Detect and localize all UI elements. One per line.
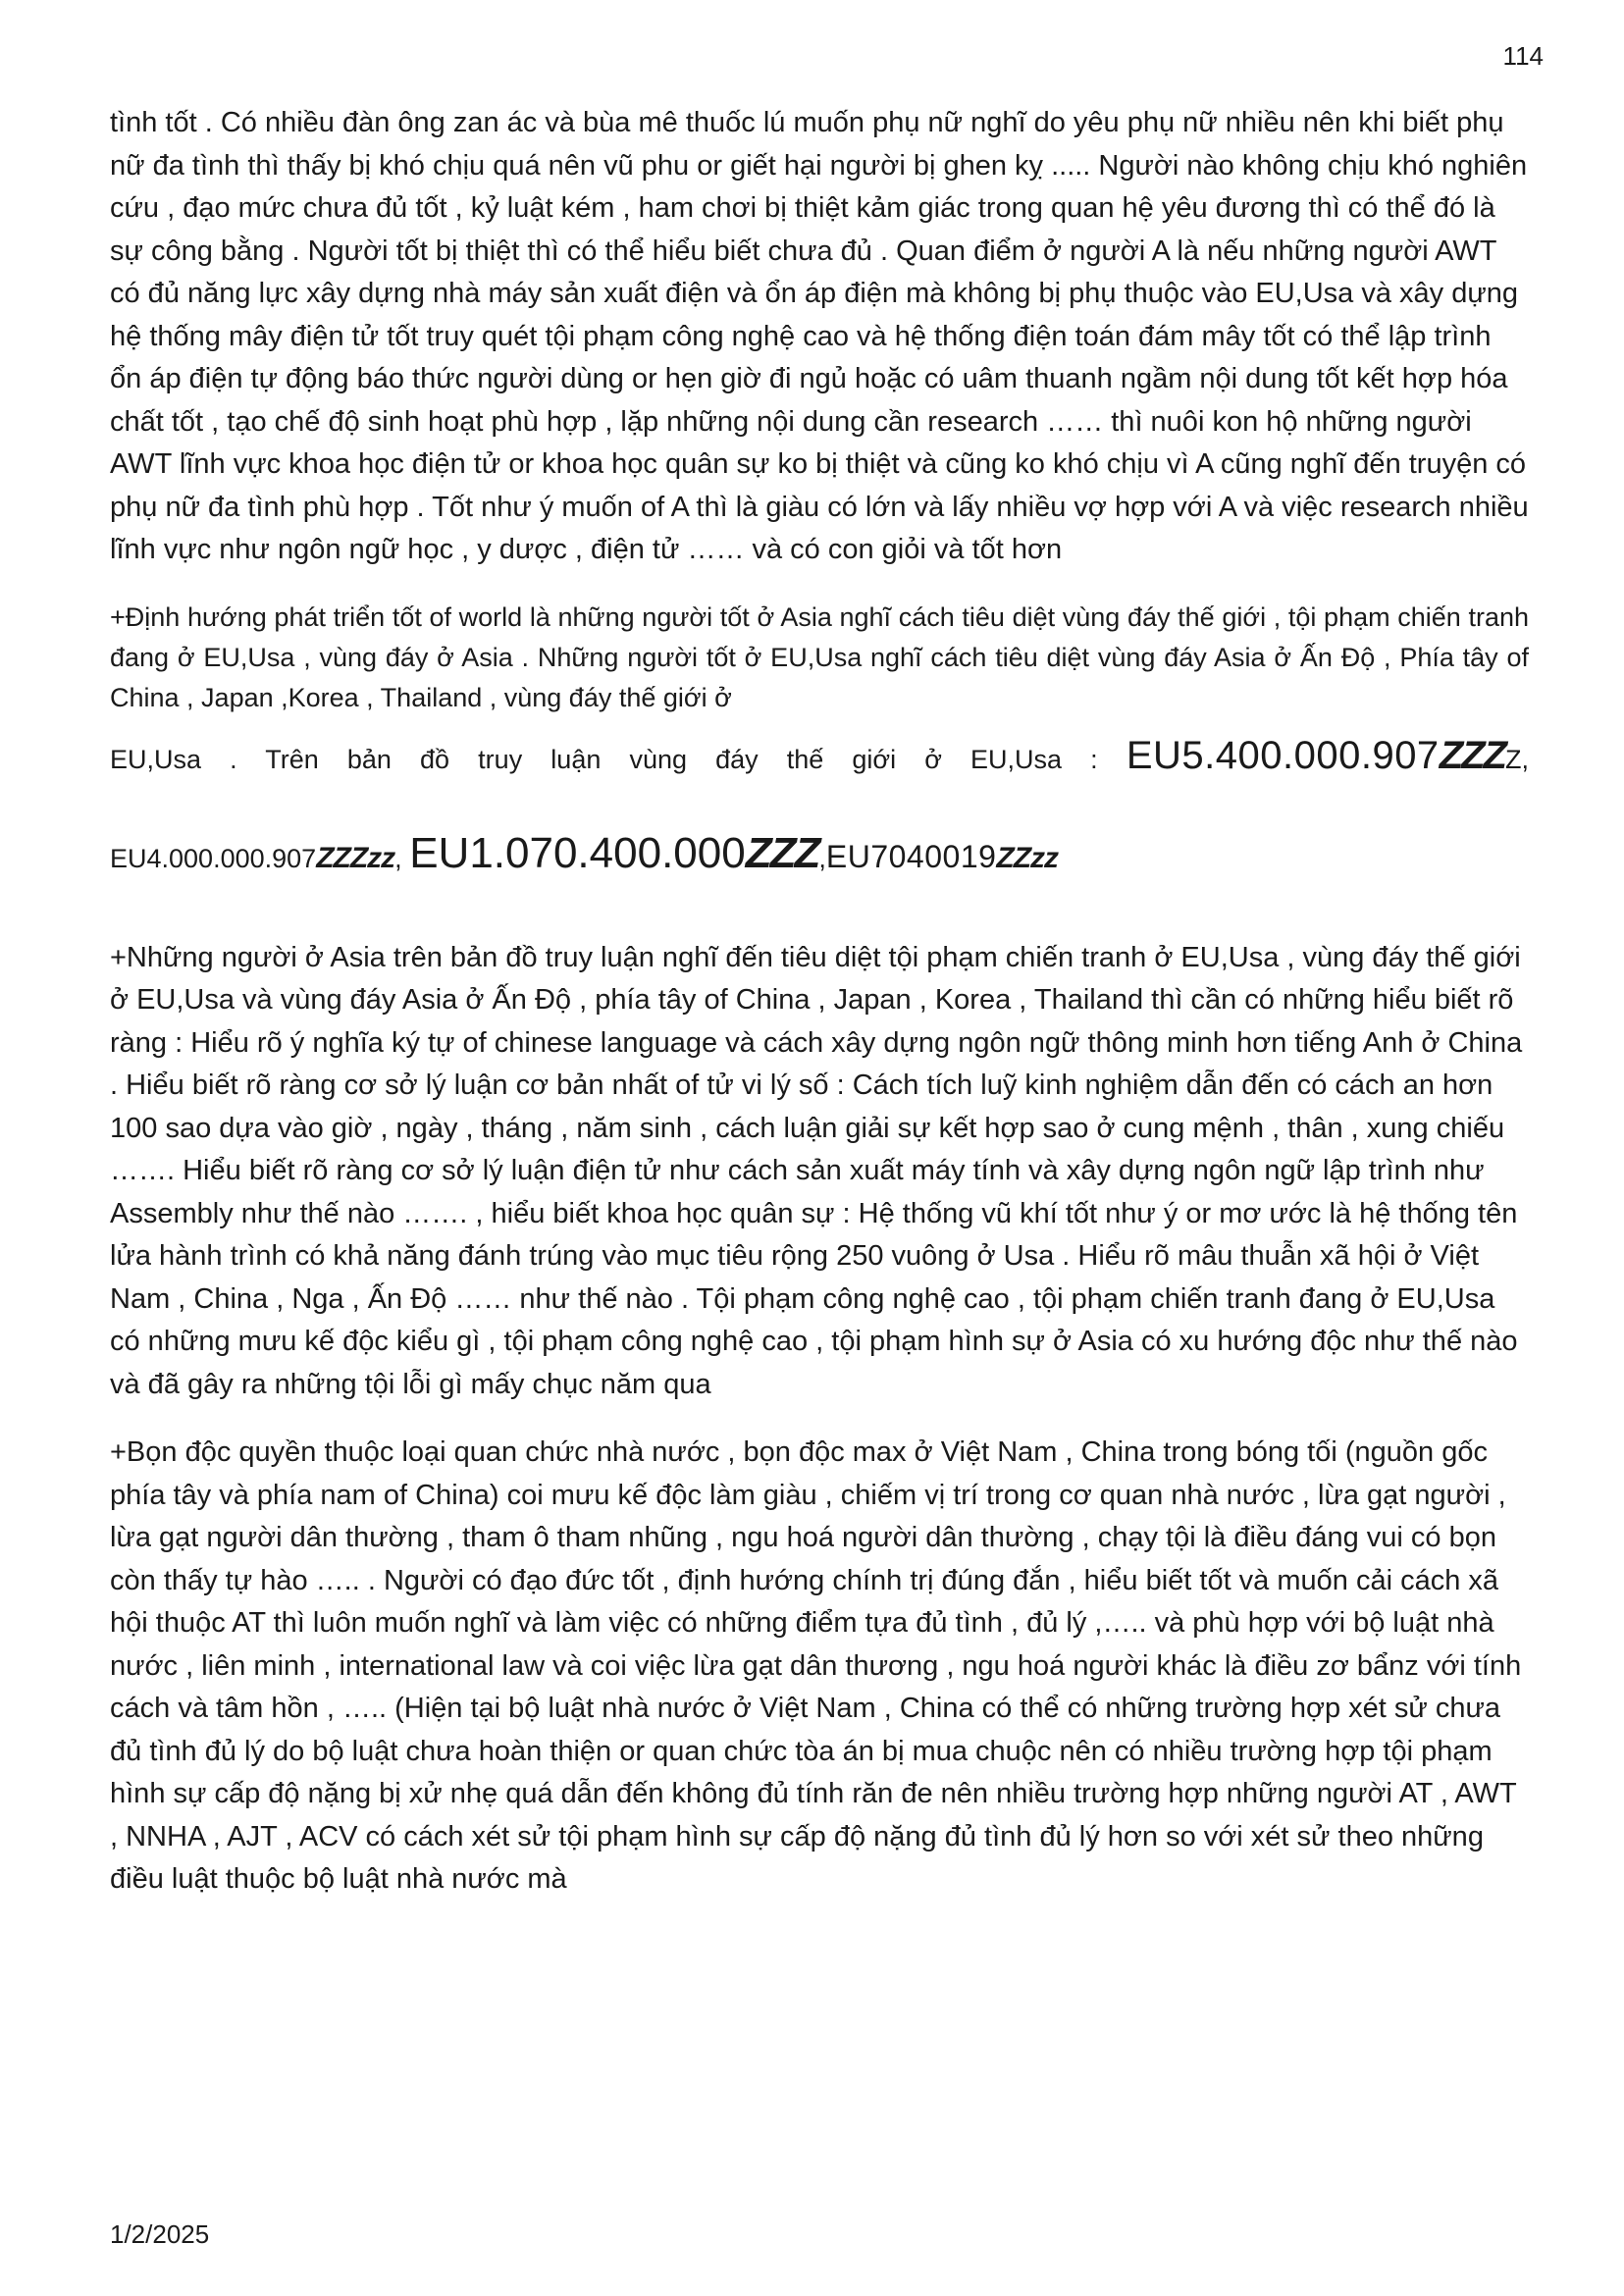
sleep-zzz-mark: ZZZ: [1439, 733, 1505, 777]
map-values-line-1: [110, 728, 1529, 787]
sleep-zzz-mark: ZZZ: [745, 828, 819, 877]
footer-date: 1/2/2025: [110, 2219, 210, 2249]
map-line-suffix: Z,: [1505, 744, 1529, 774]
map-value-eu7: EU7040019: [825, 838, 997, 874]
sleep-zzz-mark: ZZZzz: [316, 841, 395, 874]
paragraph-4: +Bọn độc quyền thuộc loại quan chức nhà nước , bọn độc max ở Việt Nam , China trong bóng tối (nguồn gốc phía tây và phía nam of China) coi mưu kế độc làm giàu , chiếm vị trí trong cơ quan nhà nước , lừa gạt người , lừa gạt người dân thường , tham ô tham nhũng , ngu hoá người dân thường , chạy tội là điều đáng vui có bọn còn thấy tự hào ….. . Người có đạo đức tốt , định hướng chính trị đúng đắn , hiểu biết tốt và muốn cải cách xã hội thuộc AT thì luôn muốn nghĩ và làm việc có những điểm tựa đủ tình , đủ lý ,….. và phù hợp với bộ luật nhà nước , liên minh , international law và coi việc lừa gạt dân thương , ngu hoá người khác là điều zơ bẩnz với tính cách và tâm hồn , ….. (Hiện tại bộ luật nhà nước ở Việt Nam , China có thể có những trường hợp xét sử chưa đủ tình đủ lý do bộ luật chưa hoàn thiện or quan chức tòa án bị mua chuộc nên có nhiều trường hợp tội phạm hình sự cấp độ nặng bị xử nhẹ quá dẫn đến không đủ tính răn đe nên nhiều trường hợp những người AT , AWT , NNHA , AJT , ACV có cách xét sử tội phạm hình sự cấp độ nặng đủ tình đủ lý hơn so với xét sử theo những điều luật thuộc bộ luật nhà nước mà: [110, 1436, 1522, 1895]
paragraph-1: tình tốt . Có nhiều đàn ông zan ác và bùa mê thuốc lú muốn phụ nữ nghĩ do yêu phụ nữ nhiều nên khi biết phụ nữ đa tình thì thấy bị khó chịu quá nên vũ phu or giết hại người bị ghen kỵ ..... Người nào không chịu khó nghiên cứu , đạo mức chưa đủ tốt , kỷ luật kém , ham chơi bị thiệt kảm giác trong quan hệ yêu đương thì có thể đó là sự công bằng . Người tốt bị thiệt thì có thể hiểu biết chưa đủ . Quan điểm ở người A là nếu những người AWT có đủ năng lực xây dựng nhà máy sản xuất điện và ổn áp điện mà không bị phụ thuộc vào EU,Usa và xây dựng hệ thống mây điện tử tốt truy quét tội phạm công nghệ cao và hệ thống điện toán đám mây tốt có thể lập trình ổn áp điện tự động báo thức người dùng or hẹn giờ đi ngủ hoặc có uâm thuanh ngầm nội dung tốt kết hợp hóa chất tốt , tạo chế độ sinh hoạt phù hợp , lặp những nội dung cần research …… thì nuôi kon hộ những người AWT lĩnh vực khoa học điện tử or khoa học quân sự ko bị thiệt và cũng ko khó chịu vì A cũng nghĩ đến truyện có phụ nữ đa tình phù hợp . Tốt như ý muốn of A thì là giàu có lớn và lấy nhiều vợ hợp với A và việc research nhiều lĩnh vực như ngôn ngữ học , y dược , điện tử …… và có con giỏi và tốt hơn: [110, 107, 1529, 565]
sleep-zzz-mark: ZZzz: [996, 841, 1059, 874]
comma: ,: [394, 843, 402, 873]
map-value-eu4: EU4.000.000.907: [110, 843, 317, 873]
map-value-eu1: EU1.070.400.000: [409, 828, 746, 877]
document-body: [110, 102, 1529, 1902]
paragraph-3: +Những người ở Asia trên bản đồ truy luận nghĩ đến tiêu diệt tội phạm chiến tranh ở EU,Usa , vùng đáy thế giới ở EU,Usa và vùng đáy Asia ở Ấn Độ , phía tây of China , Japan , Korea , Thailand thì cần có những hiểu biết rõ ràng : Hiểu rõ ý nghĩa ký tự of chinese language và cách xây dựng ngôn ngữ thông minh hơn tiếng Anh ở China . Hiểu biết rõ ràng cơ sở lý luận cơ bản nhất of tử vi lý số : Cách tích luỹ kinh nghiệm dẫn đến có cách an hơn 100 sao dựa vào giờ , ngày , tháng , năm sinh , cách luận giải sự kết hợp sao ở cung mệnh , thân , xung chiếu ……. Hiểu biết rõ ràng cơ sở lý luận điện tử như cách sản xuất máy tính và xây dựng ngôn ngữ lập trình như Assembly như thế nào ……. , hiểu biết khoa học quân sự : Hệ thống vũ khí tốt như ý or mơ ước là hệ thống tên lửa hành trình có khả năng đánh trúng vào mục tiêu rộng 250 vuông ở Usa . Hiểu rõ mâu thuẫn xã hội ở Việt Nam , China , Nga , Ấn Độ …… như thế nào . Tội phạm công nghệ cao , tội phạm chiến tranh đang ở EU,Usa có những mưu kế độc kiểu gì , tội phạm công nghệ cao , tội phạm hình sự ở Asia có xu hướng độc như thế nào và đã gây ra những tội lỗi gì mấy chục năm qua: [110, 941, 1523, 1400]
map-values-line-2: [110, 826, 1529, 886]
page-number: 114: [1502, 41, 1544, 71]
map-line-prefix: EU,Usa . Trên bản đồ truy luận vùng đáy thế giới ở EU,Usa :: [110, 744, 1098, 774]
paragraph-2: +Định hướng phát triển tốt of world là những người tốt ở Asia nghĩ cách tiêu diệt vùng đáy thế giới , tội phạm chiến tranh đang ở EU,Usa , vùng đáy ở Asia . Những người tốt ở EU,Usa nghĩ cách tiêu diệt vùng đáy Asia ở Ấn Độ , Phía tây of China , Japan ,Korea , Thailand , vùng đáy thế giới ở: [110, 601, 1529, 712]
comma: ,: [818, 843, 826, 873]
map-value-eu5: EU5.400.000.907: [1126, 733, 1440, 777]
